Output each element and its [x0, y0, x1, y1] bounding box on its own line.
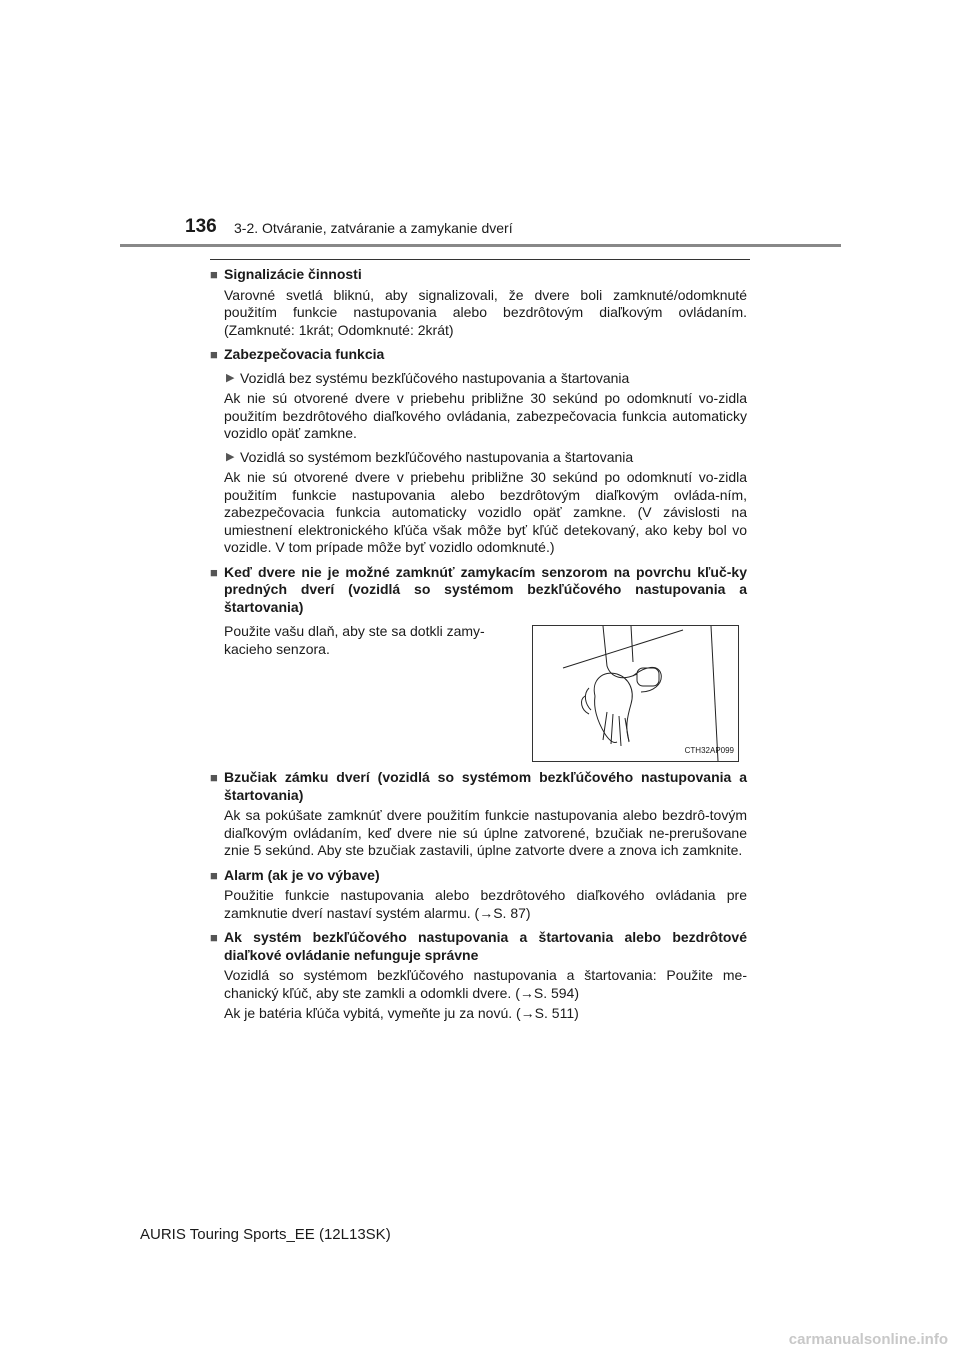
section-divider — [210, 259, 750, 260]
section-signalization — [210, 266, 747, 339]
triangle-arrow-icon: ▶ — [226, 371, 235, 384]
door-handle-illustration — [532, 625, 739, 762]
section-door-lock-buzzer — [210, 769, 747, 860]
square-bullet-icon: ■ — [210, 770, 218, 785]
section-heading: ■ Alarm (ak je vo výbave) — [210, 866, 380, 883]
section-heading: ■ Signalizácie činnosti — [210, 266, 362, 282]
section-heading: ■ Bzučiak zámku dverí (vozidlá so systémom bezkľúčového nastupovania a štartovania) — [210, 769, 747, 803]
header-divider — [120, 244, 841, 247]
section-text: Použitie funkcie nastupovania alebo bezdrôtového diaľkového ovládania pre zamknutie dverí nastaví systém alarmu. (→S. 87) — [224, 887, 747, 921]
section-malfunction — [210, 929, 747, 1023]
triangle-arrow-icon: ▶ — [226, 450, 235, 463]
section-lock-sensor — [210, 564, 747, 763]
section-heading: ■ Ak systém bezkľúčového nastupovania a štartovania alebo bezdrôtové diaľkové ovládanie nefunguje správne — [210, 929, 747, 963]
square-bullet-icon: ■ — [210, 867, 218, 883]
section-text: Ak nie sú otvorené dvere v priebehu približne 30 sekúnd po odomknutí vo-zidla použitím funkcie nastupovania alebo bezdrôtovým diaľkovým ovláda-ním, zabezpečovacia funkcia automaticky vozidlo opäť zamkne. (V závislosti na umiestnení elektronického kľúča však môže byť kľúč detekovaný, ako keby bol vo vozidle. V tom prípade môže byť vozidlo odomknuté.) — [224, 469, 747, 555]
section-text: Varovné svetlá bliknú, aby signalizovali, že dvere boli zamknuté/odomknuté použitím funkcie nastupovania alebo bezdrôtovým diaľkovým ovládaním. (Zamknuté: 1krát; Odomknuté: 2krát) — [224, 286, 747, 338]
square-bullet-icon: ■ — [210, 930, 218, 945]
figure-code: CTH32AP099 — [684, 745, 734, 755]
section-text: Ak sa pokúšate zamknúť dvere použitím funkcie nastupovania alebo bezdrô-tovým diaľkovým ovládaním, keď dvere nie sú úplne zatvorené, bzučiak ne-prerušovane znie 5 sekúnd. Aby ste bzučiak zastavili, úplne zatvorte dvere a znova ich zamknite. — [224, 807, 747, 858]
subheading: ▶ Vozidlá bez systému bezkľúčového nastupovania a štartovania — [226, 369, 630, 386]
section-text: Použite vašu dlaň, aby ste sa dotkli zamy-kacieho senzora. — [224, 623, 485, 657]
section-text: Vozidlá so systémom bezkľúčového nastupovania a štartovania: Použite me-chanický kľúč, aby ste zamkli a odomkli dvere. (→S. 594) — [224, 967, 747, 1001]
section-heading: ■ Keď dvere nie je možné zamknúť zamykacím senzorom na povrchu kľuč-ky predných dverí (vozidlá so systémom bezkľúčového nastupovania a štartovania) — [210, 563, 747, 615]
section-heading: ■ Zabezpečovacia funkcia — [210, 346, 385, 362]
watermark: carmanualsonline.info — [788, 1331, 948, 1348]
square-bullet-icon: ■ — [210, 267, 218, 282]
section-text: Ak je batéria kľúča vybitá, vymeňte ju za novú. (→S. 511) — [224, 1005, 579, 1021]
page-content — [210, 266, 747, 1030]
footer-model: AURIS Touring Sports_EE (12L13SK) — [140, 1226, 391, 1243]
page-number: 136 — [185, 216, 217, 237]
section-security-function — [210, 346, 747, 557]
text-with-figure — [210, 620, 747, 762]
section-text: Ak nie sú otvorené dvere v priebehu približne 30 sekúnd po odomknutí vo-zidla použitím bezdrôtového diaľkového ovládania, zabezpečovacia funkcia automaticky vozidlo opäť zamkne. — [224, 390, 747, 441]
subheading: ▶ Vozidlá so systémom bezkľúčového nastupovania a štartovania — [226, 448, 634, 465]
chapter-title: 3-2. Otváranie, zatváranie a zamykanie dverí — [234, 220, 513, 236]
section-alarm — [210, 867, 747, 923]
square-bullet-icon: ■ — [210, 347, 218, 362]
square-bullet-icon: ■ — [210, 564, 218, 580]
